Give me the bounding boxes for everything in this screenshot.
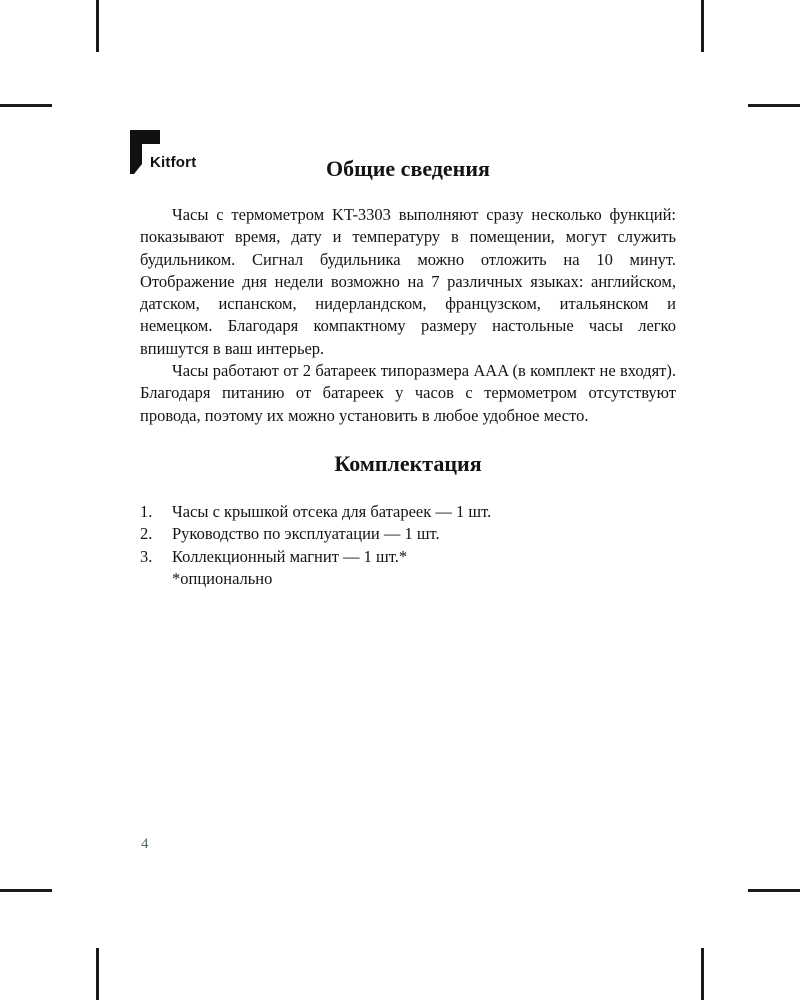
list-item-text: Коллекционный магнит — 1 шт.* bbox=[172, 546, 408, 566]
crop-mark-left-upper bbox=[0, 104, 52, 107]
section-title-general: Общие сведения bbox=[326, 156, 490, 181]
list-item bbox=[140, 501, 676, 523]
general-paragraph-2: Часы работают от 2 батареек типоразмера AAA (в комплект не входят). Благодаря питанию от батареек у часов с термометром отсутствуют провода, поэтому их можно установить в любое удобное место. bbox=[140, 361, 676, 425]
crop-mark-right-lower bbox=[748, 889, 800, 892]
optional-note: *опционально bbox=[172, 568, 273, 588]
general-paragraph-1: Часы с термометром KT-3303 выполняют сразу несколько функций: показывают время, дату и температуру в помещении, могут служить будильником. Сигнал будильника можно отложить на 10 минут. Отображение дня недели возможно на 7 различных языках: английском, датском, испанском, нидерландском, французском, итальянском и немецком. Благодаря компактному размеру настольные часы легко впишутся в ваш интерьер. bbox=[140, 205, 676, 358]
section-title-package: Комплектация bbox=[334, 450, 482, 476]
crop-mark-bottom-right bbox=[701, 948, 704, 1000]
page-number: 4 bbox=[141, 836, 149, 852]
list-item-text: Часы с крышкой отсека для батареек — 1 шт. bbox=[172, 501, 492, 521]
list-item-number: 1. bbox=[140, 501, 153, 521]
list-item bbox=[140, 546, 676, 568]
brand-name: Kitfort bbox=[150, 154, 197, 171]
page-content bbox=[140, 152, 676, 590]
list-item-text: Руководство по эксплуатации — 1 шт. bbox=[172, 524, 440, 544]
package-list bbox=[140, 501, 676, 568]
list-item bbox=[140, 523, 676, 545]
crop-mark-right-upper bbox=[748, 104, 800, 107]
crop-mark-bottom-left bbox=[96, 948, 99, 1000]
crop-mark-top-right bbox=[701, 0, 704, 52]
crop-mark-left-lower bbox=[0, 889, 52, 892]
list-item-number: 3. bbox=[140, 546, 153, 566]
crop-mark-top-left bbox=[96, 0, 99, 52]
list-item-number: 2. bbox=[140, 524, 153, 544]
